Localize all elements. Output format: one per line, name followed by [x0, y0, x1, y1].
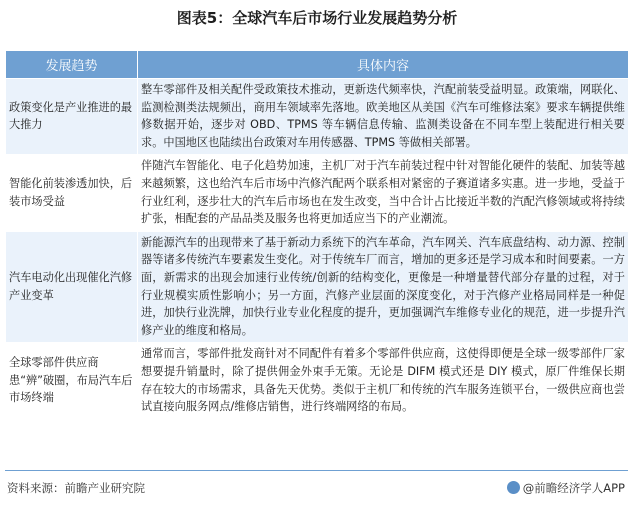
brand-logo-icon — [507, 481, 520, 494]
header-trend: 发展趋势 — [6, 51, 138, 79]
content-cell: 新能源汽车的出现带来了基于新动力系统下的汽车革命，汽车网关、汽车底盘结构、动力源、控制器等诸多传统汽车要素发生变化。对于传统车厂而言，增加的更多还是学习成本和时间要素。一方面，新需求的出现会加速行业传统/创新的结构变化，更像是一种增量替代部分存量的过程，对于行业规模实质性影响小；另一方面，汽修产业层面的深度变化，对于汽修产业格局同样是一种促进，加快行业洗牌，加快行业专业化程度的提升，更加强调汽车维修专业化的规范，进一步提升汽修产业的维度和格局。 — [138, 231, 629, 343]
trend-cell: 汽车电动化出现催化汽修产业变革 — [6, 231, 138, 343]
table-header-row — [6, 51, 629, 79]
brand-credit-text: @前瞻经济学人APP — [522, 481, 625, 495]
header-content: 具体内容 — [138, 51, 629, 79]
content-cell: 整车零部件及相关配件受政策技术推动，更新迭代频率快，汽配前装受益明显。政策端，网联化、监测检测类法规频出，商用车领域率先落地。欧美地区从美国《汽车可维修法案》要求车辆提供维修数据开始，逐步对 OBD、TPMS 等车辆信息传输、监测类设备在不同车型上装配进行相关要求。中国地区也陆续出台政策对车用传感器、TPMS 等做相关部署。 — [138, 79, 629, 155]
content-cell: 通常而言，零部件批发商针对不同配件有着多个零部件供应商，这使得即便是全球一级零部件厂家想要提升销量时，除了提供佣金外束手无策。无论是 DIFM 模式还是 DIY 模式，原厂件维保长期存在较大的市场需求，具备先天优势。类似于主机厂和传统的汽车服务连锁平台，一级供应商也尝试直接向服务网点/维修店销售，进行终端网络的布局。 — [138, 343, 629, 419]
table-row — [6, 343, 629, 419]
table-row — [6, 231, 629, 343]
trend-cell: 政策变化是产业推进的最大推力 — [6, 79, 138, 155]
table-row — [6, 79, 629, 155]
brand-credit — [507, 480, 625, 496]
source-note: 资料来源：前瞻产业研究院 — [7, 481, 145, 495]
content-cell: 伴随汽车智能化、电子化趋势加速，主机厂对于汽车前装过程中针对智能化硬件的装配、加装等越来越频繁，这也给汽车后市场中汽修汽配两个联系相对紧密的子赛道诸多实惠。进一步地，受益于行业红利，逐步壮大的汽车后市场也在发生改变，当中合计占比接近半数的汽配汽修领域或将持续扩张，相配套的产品品类及服务也将更加适应当下的产业潮流。 — [138, 155, 629, 231]
figure-title: 图表5：全球汽车后市场行业发展趋势分析 — [176, 9, 458, 27]
table-row — [6, 155, 629, 231]
trend-cell: 智能化前装渗透加快，后装市场受益 — [6, 155, 138, 231]
trend-cell: 全球零部件供应商患“辨”破圈，布局汽车后市场终端 — [6, 343, 138, 419]
table-bottom-rule — [5, 470, 628, 471]
trend-table — [5, 50, 629, 420]
